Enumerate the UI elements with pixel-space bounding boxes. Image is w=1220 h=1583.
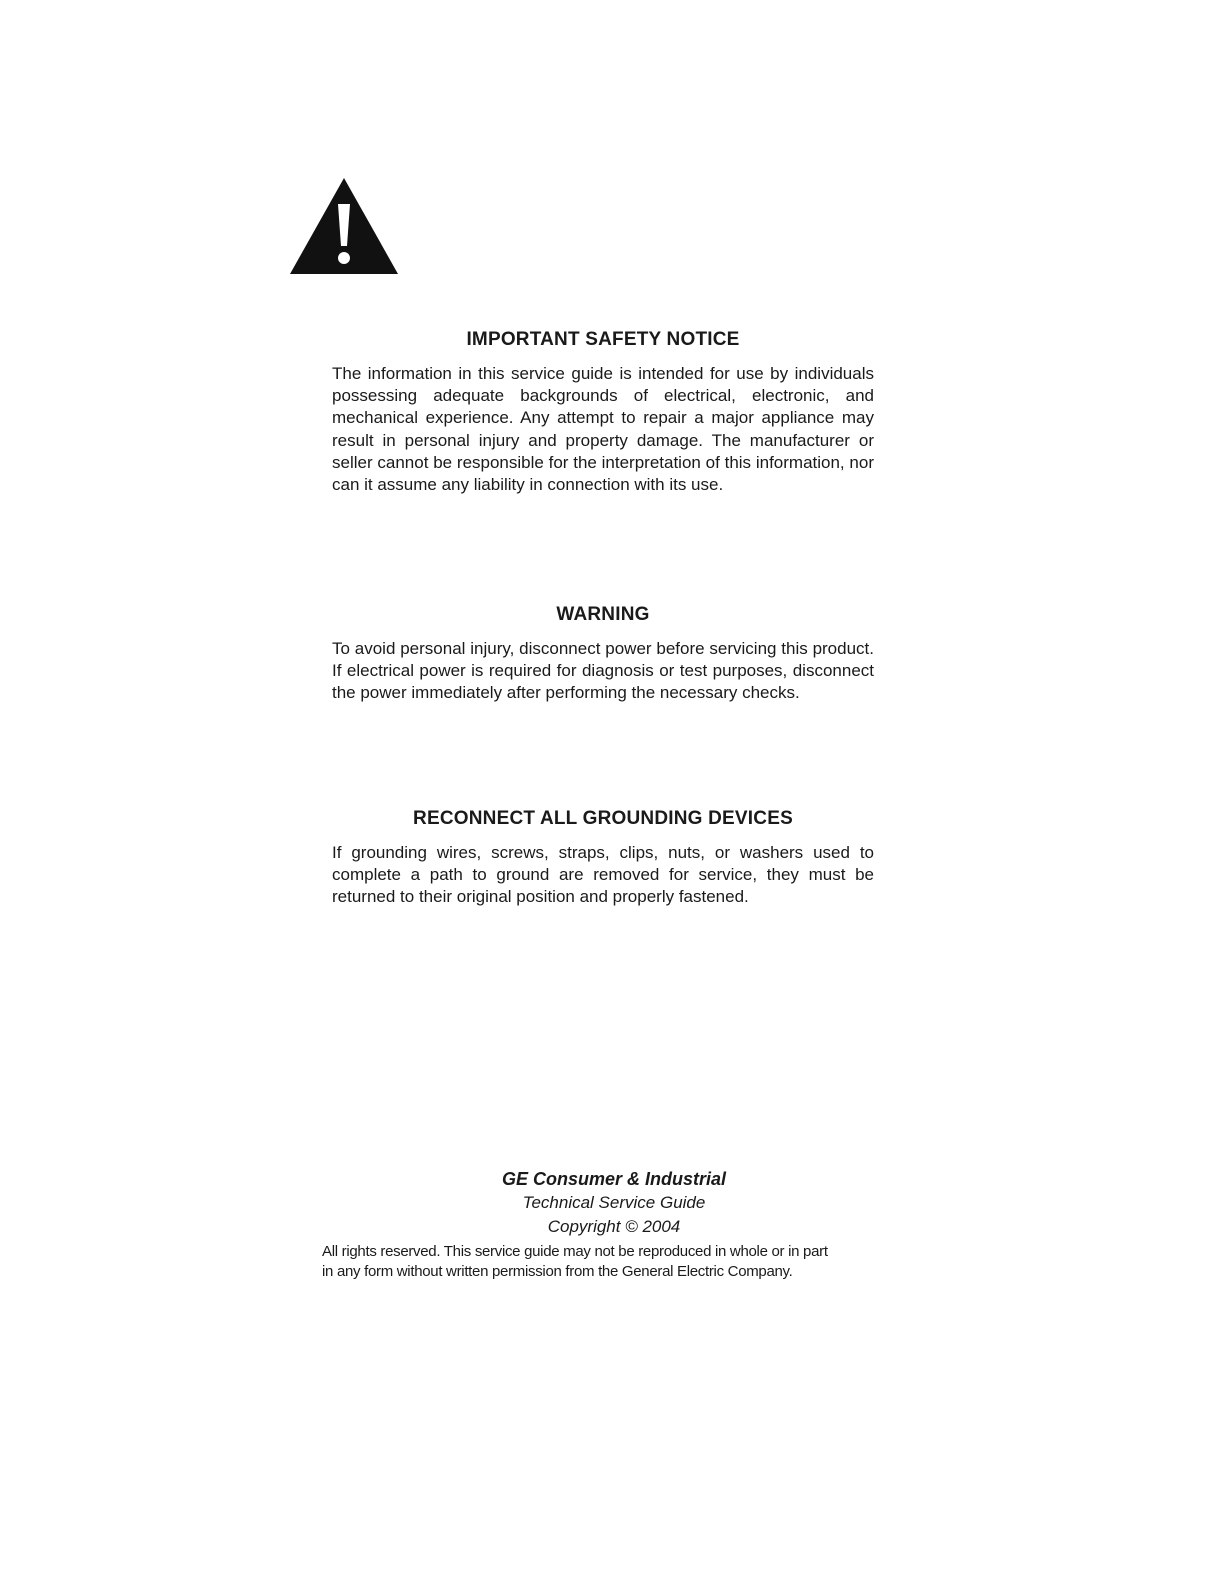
warning-section — [332, 604, 874, 705]
warning-heading: WARNING — [556, 604, 650, 625]
footer-guide-title: Technical Service Guide — [522, 1193, 706, 1212]
footer-copyright: Copyright © 2004 — [547, 1217, 681, 1236]
footer — [300, 1167, 928, 1239]
warning-triangle-icon — [288, 176, 400, 276]
grounding-body: If grounding wires, screws, straps, clips, nuts, or washers used to complete a path to ground are removed for service, they must be returned to their original position and properly fastened. — [332, 843, 874, 907]
rights-line-2: in any form without written permission from the General Electric Company. — [322, 1263, 793, 1280]
warning-body: To avoid personal injury, disconnect power before servicing this product. If electrical power is required for diagnosis or test purposes, disconnect the power immediately after performing the necessary checks. — [332, 639, 874, 703]
grounding-section — [332, 808, 874, 909]
footer-company: GE Consumer & Industrial — [501, 1169, 727, 1189]
grounding-heading: RECONNECT ALL GROUNDING DEVICES — [413, 808, 793, 829]
safety-notice-heading: IMPORTANT SAFETY NOTICE — [466, 329, 740, 350]
rights-line-1: All rights reserved. This service guide may not be reproduced in whole or in part — [322, 1243, 828, 1260]
rights-statement — [322, 1242, 912, 1282]
safety-notice-section — [332, 329, 874, 496]
safety-notice-body: The information in this service guide is intended for use by individuals possessing adequate backgrounds of electrical, electronic, and mechanical experience. Any attempt to repair a major appliance may result in personal injury and property damage. The manufacturer or seller cannot be responsible for the interpretation of this information, nor can it assume any liability in connection with its use. — [332, 364, 874, 495]
